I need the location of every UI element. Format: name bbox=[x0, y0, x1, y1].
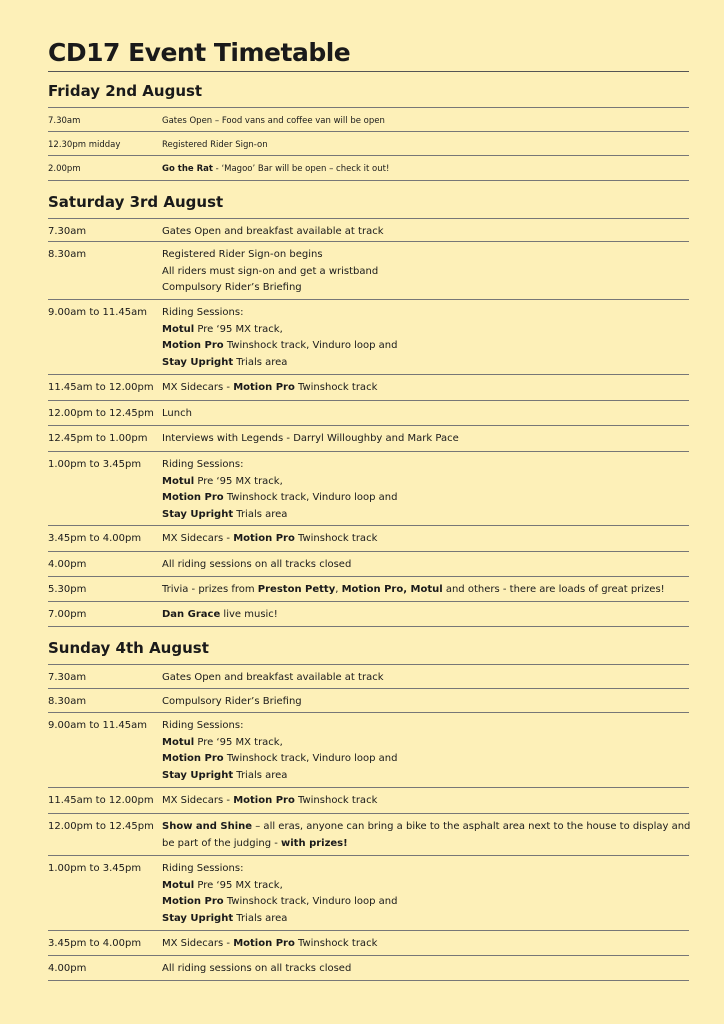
bold-text: Preston Petty bbox=[257, 584, 336, 595]
text: Gates Open – Food vans and coffee van will be open bbox=[162, 116, 385, 126]
description-line bbox=[162, 936, 689, 953]
description-line bbox=[162, 380, 689, 397]
description-cell bbox=[162, 457, 689, 523]
description-cell bbox=[162, 670, 689, 687]
bold-text: Motion Pro bbox=[233, 382, 295, 393]
bold-text: Motul bbox=[162, 879, 195, 891]
description-line bbox=[162, 322, 689, 339]
description-cell bbox=[162, 961, 689, 978]
bold-text: Stay Upright bbox=[162, 356, 234, 368]
text: – all eras, anyone can bring a bike to the asphalt area next to the house to display and bbox=[252, 821, 691, 832]
bold-text: Dan Grace bbox=[162, 609, 221, 620]
text: MX Sidecars - bbox=[162, 382, 234, 393]
text: Compulsory Rider’s Briefing bbox=[162, 696, 302, 707]
divider bbox=[48, 155, 689, 156]
text: Twinshock track, Vinduro loop and bbox=[223, 753, 398, 764]
text: Lunch bbox=[162, 408, 192, 419]
divider bbox=[48, 626, 689, 627]
description-line bbox=[162, 718, 689, 735]
day-heading-sun: Sunday 4th August bbox=[48, 639, 209, 657]
description-line bbox=[162, 793, 689, 810]
description-cell bbox=[162, 305, 689, 371]
divider bbox=[48, 551, 689, 552]
description-line bbox=[162, 305, 689, 322]
bold-text: Motul bbox=[162, 323, 195, 335]
time-cell: 9.00am to 11.45am bbox=[48, 720, 148, 731]
description-cell bbox=[162, 793, 689, 810]
description-cell bbox=[162, 531, 689, 548]
divider bbox=[48, 955, 689, 956]
time-cell: 7.30am bbox=[48, 672, 87, 683]
text: Pre ‘95 MX track, bbox=[194, 736, 283, 748]
divider bbox=[48, 180, 689, 181]
description-cell bbox=[162, 161, 689, 178]
text: All riders must sign-on and get a wristband bbox=[162, 265, 379, 277]
bold-text: Motul bbox=[162, 475, 195, 487]
time-cell: 12.45pm to 1.00pm bbox=[48, 433, 148, 444]
divider bbox=[48, 601, 689, 602]
description-cell bbox=[162, 861, 689, 927]
divider bbox=[48, 813, 689, 814]
bold-text: Stay Upright bbox=[162, 508, 234, 520]
bold-text: Go the Rat bbox=[162, 164, 213, 174]
text: MX Sidecars - bbox=[162, 533, 234, 544]
bold-text: Motion Pro, Motul bbox=[341, 584, 443, 595]
description-line bbox=[162, 474, 689, 491]
divider bbox=[48, 712, 689, 713]
text: Trials area bbox=[233, 769, 288, 781]
time-cell: 1.00pm to 3.45pm bbox=[48, 459, 142, 470]
description-line bbox=[162, 819, 689, 836]
description-line bbox=[162, 911, 689, 928]
description-line bbox=[162, 751, 689, 768]
description-line bbox=[162, 735, 689, 752]
divider bbox=[48, 451, 689, 452]
description-line bbox=[162, 607, 689, 624]
text: Twinshock track bbox=[294, 533, 378, 544]
time-cell: 12.00pm to 12.45pm bbox=[48, 821, 154, 832]
time-cell: 7.00pm bbox=[48, 609, 87, 620]
bold-text: Show and Shine bbox=[162, 821, 253, 832]
text: Trials area bbox=[233, 508, 288, 520]
description-line bbox=[162, 161, 689, 178]
text: Riding Sessions: bbox=[162, 307, 244, 318]
description-line bbox=[162, 113, 689, 130]
text: Pre ‘95 MX track, bbox=[194, 475, 283, 487]
description-line bbox=[162, 768, 689, 785]
text: Interviews with Legends - Darryl Willoughby and Mark Pace bbox=[162, 433, 459, 444]
time-cell: 5.30pm bbox=[48, 584, 87, 595]
divider bbox=[48, 400, 689, 401]
text: Twinshock track bbox=[294, 938, 378, 949]
time-cell: 11.45am to 12.00pm bbox=[48, 382, 154, 393]
description-line bbox=[162, 431, 689, 448]
text: Trivia - prizes from bbox=[162, 584, 258, 595]
description-cell bbox=[162, 406, 689, 423]
description-cell bbox=[162, 247, 689, 297]
time-cell: 8.30am bbox=[48, 249, 87, 260]
description-cell bbox=[162, 694, 689, 711]
text: Trials area bbox=[233, 912, 288, 924]
text: Riding Sessions: bbox=[162, 720, 244, 731]
time-cell: 4.00pm bbox=[48, 963, 87, 974]
divider bbox=[48, 299, 689, 300]
divider bbox=[48, 131, 689, 132]
divider bbox=[48, 71, 689, 72]
time-cell: 1.00pm to 3.45pm bbox=[48, 863, 142, 874]
text: Twinshock track, Vinduro loop and bbox=[223, 340, 398, 351]
divider bbox=[48, 664, 689, 665]
time-cell: 12.30pm midday bbox=[48, 140, 121, 150]
text: Riding Sessions: bbox=[162, 459, 244, 470]
text: Registered Rider Sign-on bbox=[162, 140, 268, 150]
bold-text: Motion Pro bbox=[162, 340, 224, 351]
divider bbox=[48, 218, 689, 219]
bold-text: Stay Upright bbox=[162, 769, 234, 781]
time-cell: 3.45pm to 4.00pm bbox=[48, 938, 142, 949]
description-line bbox=[162, 280, 689, 297]
text: MX Sidecars - bbox=[162, 795, 234, 806]
time-cell: 3.45pm to 4.00pm bbox=[48, 533, 142, 544]
description-line bbox=[162, 224, 689, 241]
description-line bbox=[162, 557, 689, 574]
description-cell bbox=[162, 557, 689, 574]
divider bbox=[48, 107, 689, 108]
divider bbox=[48, 787, 689, 788]
description-cell bbox=[162, 380, 689, 397]
page-title: CD17 Event Timetable bbox=[48, 38, 351, 67]
bold-text: Motion Pro bbox=[162, 753, 224, 764]
day-heading-sat: Saturday 3rd August bbox=[48, 193, 224, 211]
bold-text: Motion Pro bbox=[233, 938, 295, 949]
text: All riding sessions on all tracks closed bbox=[162, 559, 352, 570]
text: Gates Open and breakfast available at track bbox=[162, 672, 384, 683]
description-cell bbox=[162, 936, 689, 953]
text: , bbox=[335, 584, 342, 595]
text: Twinshock track bbox=[294, 382, 378, 393]
text: Trials area bbox=[233, 356, 288, 368]
description-line bbox=[162, 961, 689, 978]
description-cell bbox=[162, 582, 689, 599]
divider bbox=[48, 980, 689, 981]
text: and others - there are loads of great prizes! bbox=[442, 584, 665, 595]
description-cell bbox=[162, 607, 689, 624]
divider bbox=[48, 374, 689, 375]
text: Twinshock track, Vinduro loop and bbox=[223, 492, 398, 503]
day-heading-fri: Friday 2nd August bbox=[48, 82, 203, 100]
description-line bbox=[162, 582, 689, 599]
description-line bbox=[162, 457, 689, 474]
bold-text: Motion Pro bbox=[233, 795, 295, 806]
time-cell: 7.30am bbox=[48, 116, 81, 126]
divider bbox=[48, 930, 689, 931]
time-cell: 11.45am to 12.00pm bbox=[48, 795, 154, 806]
text: be part of the judging - bbox=[162, 837, 282, 849]
description-cell bbox=[162, 137, 689, 154]
description-cell bbox=[162, 113, 689, 130]
bold-text: with prizes! bbox=[281, 837, 348, 849]
description-line bbox=[162, 264, 689, 281]
text: - ‘Magoo’ Bar will be open – check it out! bbox=[212, 164, 390, 174]
description-line bbox=[162, 355, 689, 372]
text: live music! bbox=[220, 609, 278, 620]
divider bbox=[48, 525, 689, 526]
time-cell: 12.00pm to 12.45pm bbox=[48, 408, 154, 419]
text: Pre ‘95 MX track, bbox=[194, 323, 283, 335]
text: Pre ‘95 MX track, bbox=[194, 879, 283, 891]
bold-text: Motul bbox=[162, 736, 195, 748]
divider bbox=[48, 425, 689, 426]
description-line bbox=[162, 247, 689, 264]
text: Compulsory Rider’s Briefing bbox=[162, 282, 302, 293]
divider bbox=[48, 576, 689, 577]
time-cell: 4.00pm bbox=[48, 559, 87, 570]
divider bbox=[48, 855, 689, 856]
text: Riding Sessions: bbox=[162, 863, 244, 874]
bold-text: Stay Upright bbox=[162, 912, 234, 924]
description-line bbox=[162, 137, 689, 154]
text: Twinshock track, Vinduro loop and bbox=[223, 896, 398, 907]
text: Gates Open and breakfast available at track bbox=[162, 226, 384, 237]
description-line bbox=[162, 861, 689, 878]
description-cell bbox=[162, 718, 689, 784]
description-line bbox=[162, 406, 689, 423]
text: MX Sidecars - bbox=[162, 938, 234, 949]
bold-text: Motion Pro bbox=[162, 896, 224, 907]
time-cell: 9.00am to 11.45am bbox=[48, 307, 148, 318]
description-line bbox=[162, 531, 689, 548]
description-line bbox=[162, 338, 689, 355]
text: All riding sessions on all tracks closed bbox=[162, 963, 352, 974]
time-cell: 2.00pm bbox=[48, 164, 81, 174]
description-line bbox=[162, 878, 689, 895]
description-line bbox=[162, 894, 689, 911]
description-line bbox=[162, 490, 689, 507]
text: Twinshock track bbox=[294, 795, 378, 806]
description-line bbox=[162, 836, 689, 853]
text: Registered Rider Sign-on begins bbox=[162, 249, 323, 260]
description-line bbox=[162, 694, 689, 711]
time-cell: 7.30am bbox=[48, 226, 87, 237]
description-line bbox=[162, 507, 689, 524]
description-line bbox=[162, 670, 689, 687]
bold-text: Motion Pro bbox=[162, 492, 224, 503]
time-cell: 8.30am bbox=[48, 696, 87, 707]
description-cell bbox=[162, 224, 689, 241]
description-cell bbox=[162, 431, 689, 448]
description-cell bbox=[162, 819, 689, 852]
divider bbox=[48, 241, 689, 242]
bold-text: Motion Pro bbox=[233, 533, 295, 544]
divider bbox=[48, 688, 689, 689]
